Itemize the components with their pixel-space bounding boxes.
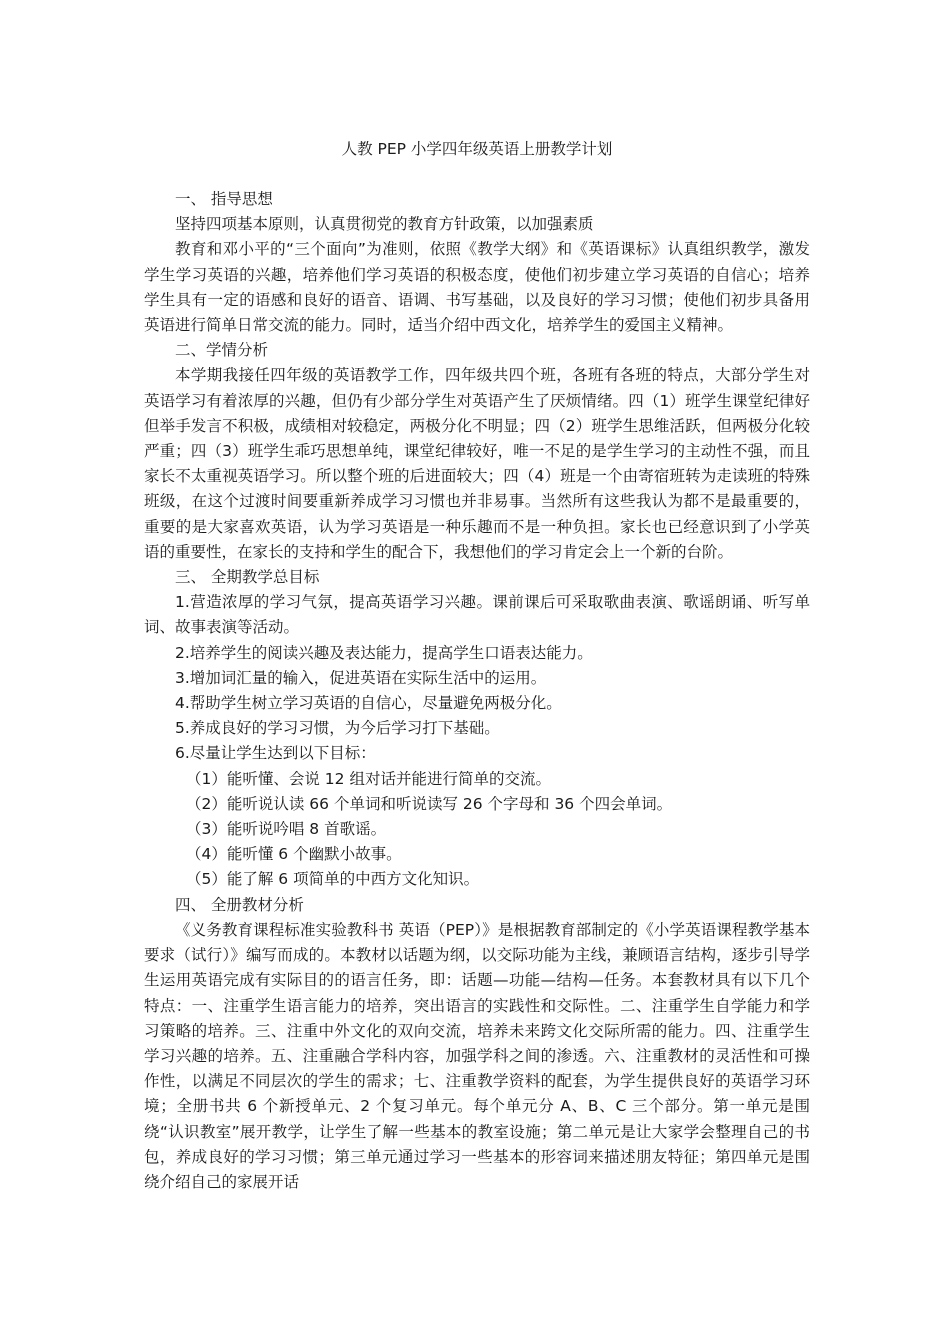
goal-item: 6.尽量让学生达到以下目标： [175,744,376,763]
paragraph: 教育和邓小平的“三个面向”为准则，依照《教学大纲》和《英语课标》认真组织教学，激发学生学习英语的兴趣，培养他们学习英语的积极态度，使他们初步建立学习英语的自信心；培养学生具有一定的语感和良好的语音、语调、书写基础，以及良好的学习习惯；使他们初步具备用英语进行简单日常交流的能力。同时，适当介绍中西文化，培养学生的爱国主义精神。 [144,240,810,335]
section-heading-guiding-ideology: 一、 指导思想 [175,190,273,208]
section-heading-teaching-goals: 三、 全期教学总目标 [175,568,320,587]
goal-item: 4.帮助学生树立学习英语的自信心，尽量避免两极分化。 [175,694,562,713]
goal-item: 1.营造浓厚的学习气氛，提高英语学习兴趣。课前课后可采取歌曲表演、歌谣朗诵、听写单词、故事表演等活动。 [144,593,810,637]
subgoal-item: （3）能听说吟唱 8 首歌谣。 [186,820,387,839]
section-heading-textbook-analysis: 四、 全册教材分析 [175,895,304,914]
goal-item: 3.增加词汇量的输入，促进英语在实际生活中的运用。 [175,668,547,687]
paragraph: 坚持四项基本原则，认真贯彻党的教育方针政策，以加强素质 [175,215,594,234]
paragraph: 本学期我接任四年级的英语教学工作，四年级共四个班，各班有各班的特点，大部分学生对英语学习有着浓厚的兴趣，但仍有少部分学生对英语产生了厌烦情绪。四（1）班学生课堂纪律好但举手发言不积极，成绩相对较稳定，两极分化不明显；四（2）班学生思维活跃，但两极分化较严重；四（3）班学生乖巧思想单纯，课堂纪律较好，唯一不足的是学生学习的主动性不强，而且家长不太重视英语学习。所以整个班的后进面较大；四（4）班是一个由寄宿班转为走读班的特殊班级，在这个过渡时间要重新养成学习习惯也并非易事。当然所有这些我认为都不是最重要的，重要的是大家喜欢英语，认为学习英语是一种乐趣而不是一种负担。家长也已经意识到了小学英语的重要性，在家长的支持和学生的配合下，我想他们的学习肯定会上一个新的台阶。 [144,366,810,561]
subgoal-item: （2）能听说认读 66 个单词和听说读写 26 个字母和 36 个四会单词。 [186,794,673,813]
section-heading-student-analysis: 二、学情分析 [175,341,269,360]
subgoal-item: （4）能听懂 6 个幽默小故事。 [186,845,402,864]
subgoal-item: （5）能了解 6 项简单的中西方文化知识。 [186,870,480,889]
goal-item: 2.培养学生的阅读兴趣及表达能力，提高学生口语表达能力。 [175,643,593,662]
subgoal-item: （1）能听懂、会说 12 组对话并能进行简单的交流。 [186,769,551,788]
paragraph: 《义务教育课程标准实验教科书 英语（PEP）》是根据教育部制定的《小学英语课程教学基本要求（试行）》编写而成的。本教材以话题为纲，以交际功能为主线，兼顾语言结构，逐步引导学生运用英语完成有实际目的的语言任务，即：话题—功能—结构—任务。本套教材具有以下几个特点：一、注重学生语言能力的培养，突出语言的实践性和交际性。二、注重学生自学能力和学习策略的培养。三、注重中外文化的双向交流，培养未来跨文化交际所需的能力。四、注重学生学习兴趣的培养。五、注重融合学科内容，加强学科之间的渗透。六、注重教材的灵活性和可操作性，以满足不同层次的学生的需求；七、注重教学资料的配套，为学生提供良好的英语学习环境；全册书共 6 个新授单元、2 个复习单元。每个单元分 A、B、C 三个部分。第一单元是围绕“认识教室”展开教学，让学生了解一些基本的教室设施；第二单元是让大家学会整理自己的书包，养成良好的学习习惯；第三单元通过学习一些基本的形容词来描述朋友特征；第四单元是围绕介绍自己的家展开话 [144,920,810,1191]
goal-item: 5.养成良好的学习习惯，为今后学习打下基础。 [175,719,500,738]
document-title: 人教 PEP 小学四年级英语上册教学计划 [341,140,613,158]
